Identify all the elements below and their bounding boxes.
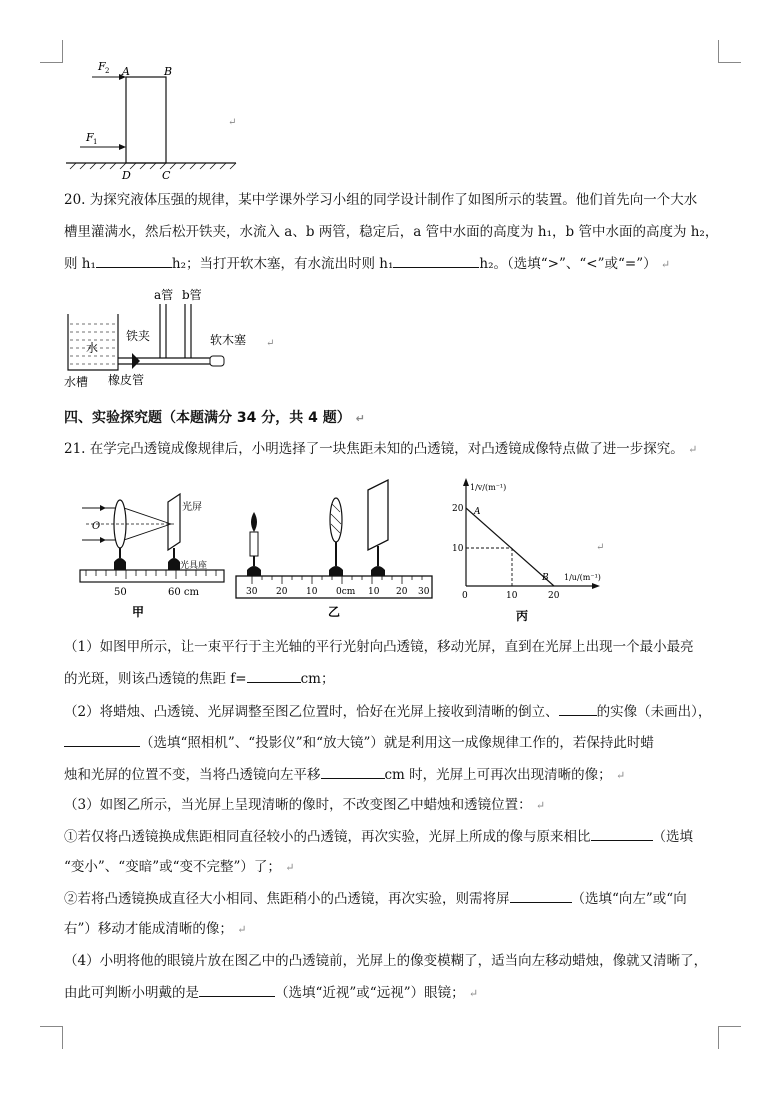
tick-label: 30 [418,587,430,597]
answer-blank-focal-length[interactable] [247,668,301,683]
y-tick-10: 10 [452,544,464,554]
point-b-label: B [164,65,173,78]
optical-center-label: O [92,521,101,532]
tick-label: 20 [276,587,288,597]
q20-line-1: 20. 为探究液体压强的规律，某中学课外学习小组的同学设计制作了如图所示的装置。他们首先向一个大水 [64,192,698,208]
cork-label: 软木塞 [210,333,247,347]
answer-blank-image-size[interactable] [559,701,597,716]
answer-blank-eyeglass-type[interactable] [199,982,275,997]
tick-50: 50 [114,587,127,598]
tick-label: 0cm [336,587,356,597]
paragraph-mark: ↵ [266,338,275,349]
hose-label: 橡皮管 [108,373,145,387]
tube-b-label: b管 [182,288,202,302]
tick-60: 60 cm [168,587,199,598]
q21-part3-line4: ②若将凸透镜换成直径大小相同、焦距稍小的凸透镜，再次实验，则需将屏 （选填“向左”或“向 [64,888,724,909]
x-axis-label: 1/u/(m⁻¹) [564,573,601,582]
force-f1-label: F [86,131,94,144]
point-a-label: A [122,65,130,78]
point-b-label: B [542,573,549,583]
q20-line-3: 则 h₁ h₂；当打开软木塞，有水流出时则 h₁ h₂。（选填“>”、“<”或“=”） ↵ [64,253,724,275]
force-f2-subscript: 2 [105,67,110,75]
q21-intro: 21. 在学完凸透镜成像规律后，小明选择了一块焦距未知的凸透镜，对凸透镜成像特点做了进一步探究。 ↵ [64,441,698,457]
tick-label: 30 [246,587,258,597]
q21-part3-line5: 右”）移动才能成清晰的像； ↵ [64,921,247,937]
y-tick-20: 20 [452,504,464,514]
water-tank-figure [60,286,290,390]
force-block-figure [60,55,260,185]
section-4-heading: 四、实验探究题（本题满分 34 分，共 4 题） ↵ [64,410,365,426]
answer-blank-1[interactable] [96,253,172,268]
crop-mark-bottom-right [718,1026,741,1049]
tick-label: 20 [396,587,408,597]
figure-jia-focal-length [76,482,228,620]
point-a-label: A [474,507,481,517]
point-c-label: C [162,169,171,182]
q21-part3-line3: “变小”、“变暗”或“变不完整”）了； ↵ [64,859,295,875]
y-axis-label: 1/v/(m⁻¹) [470,483,507,492]
paragraph-mark: ↵ [596,542,605,553]
q21-part1-line1: （1）如图甲所示，让一束平行于主光轴的平行光射向凸透镜，移动光屏，直到在光屏上出现一个最小最亮 [64,639,694,655]
force-f2-label: F [98,60,106,73]
clamp-label: 铁夹 [126,329,151,343]
q21-part3-line2: ①若仅将凸透镜换成焦距相同直径较小的凸透镜，再次实验，光屏上所成的像与原来相比 （选填 [64,826,724,847]
q21-part2-line3: 烛和光屏的位置不变，当将凸透镜向左平移 cm 时，光屏上可再次出现清晰的像； ↵ [64,764,724,786]
q21-part2-line1: （2）将蜡烛、凸透镜、光屏调整至图乙位置时，恰好在光屏上接收到清晰的倒立、 的实像（未画出）， [64,701,724,722]
figure-yi-label: 乙 [328,605,341,619]
q21-part3-line1: （3）如图乙所示，当光屏上呈现清晰的像时，不改变图乙中蜡烛和透镜位置： ↵ [64,797,546,813]
force-f1-subscript: 1 [93,138,98,146]
x-tick-10: 10 [506,591,518,601]
answer-blank-2[interactable] [393,253,479,268]
q20-line-2: 槽里灌满水，然后松开铁夹，水流入 a、b 两管，稳定后，a 管中水面的高度为 h₁，b 管中水面的高度为 h₂， [64,224,719,240]
q21-part2-line2: （选填“照相机”、“投影仪”和“放大镜”）就是利用这一成像规律工作的，若保持此时蜡 [64,732,724,753]
answer-blank-image-change[interactable] [591,826,653,841]
tank-label: 水槽 [64,375,89,389]
answer-blank-instrument[interactable] [64,732,140,747]
tick-label: 10 [368,587,380,597]
x-tick-0: 0 [462,591,468,601]
q21-part4-line2: 由此可判断小明戴的是 （选填“近视”或“远视”）眼镜； ↵ [64,982,724,1004]
q21-part1-line2: 的光斑，则该凸透镜的焦距 f= cm； [64,668,724,689]
tube-a-label: a管 [154,288,174,302]
figure-bing-label: 丙 [516,609,529,623]
crop-mark-top-right [718,40,741,63]
figure-yi-setup [232,474,438,620]
tick-label: 10 [306,587,318,597]
screen-label: 光屏 [182,502,202,513]
crop-mark-bottom-left [40,1026,63,1049]
figure-jia-label: 甲 [132,605,145,619]
x-tick-20: 20 [548,591,560,601]
q21-part4-line1: （4）小明将他的眼镜片放在图乙中的凸透镜前，光屏上的像变模糊了，适当向左移动蜡烛，像就又清晰了， [64,953,708,969]
point-d-label: D [122,169,131,182]
optical-bench-label: 光具座 [180,561,208,571]
paragraph-mark: ↵ [228,117,237,128]
answer-blank-shift-distance[interactable] [321,764,385,779]
water-label: 水 [86,341,99,355]
answer-blank-screen-direction[interactable] [510,888,572,903]
figure-bing-graph [446,474,606,626]
